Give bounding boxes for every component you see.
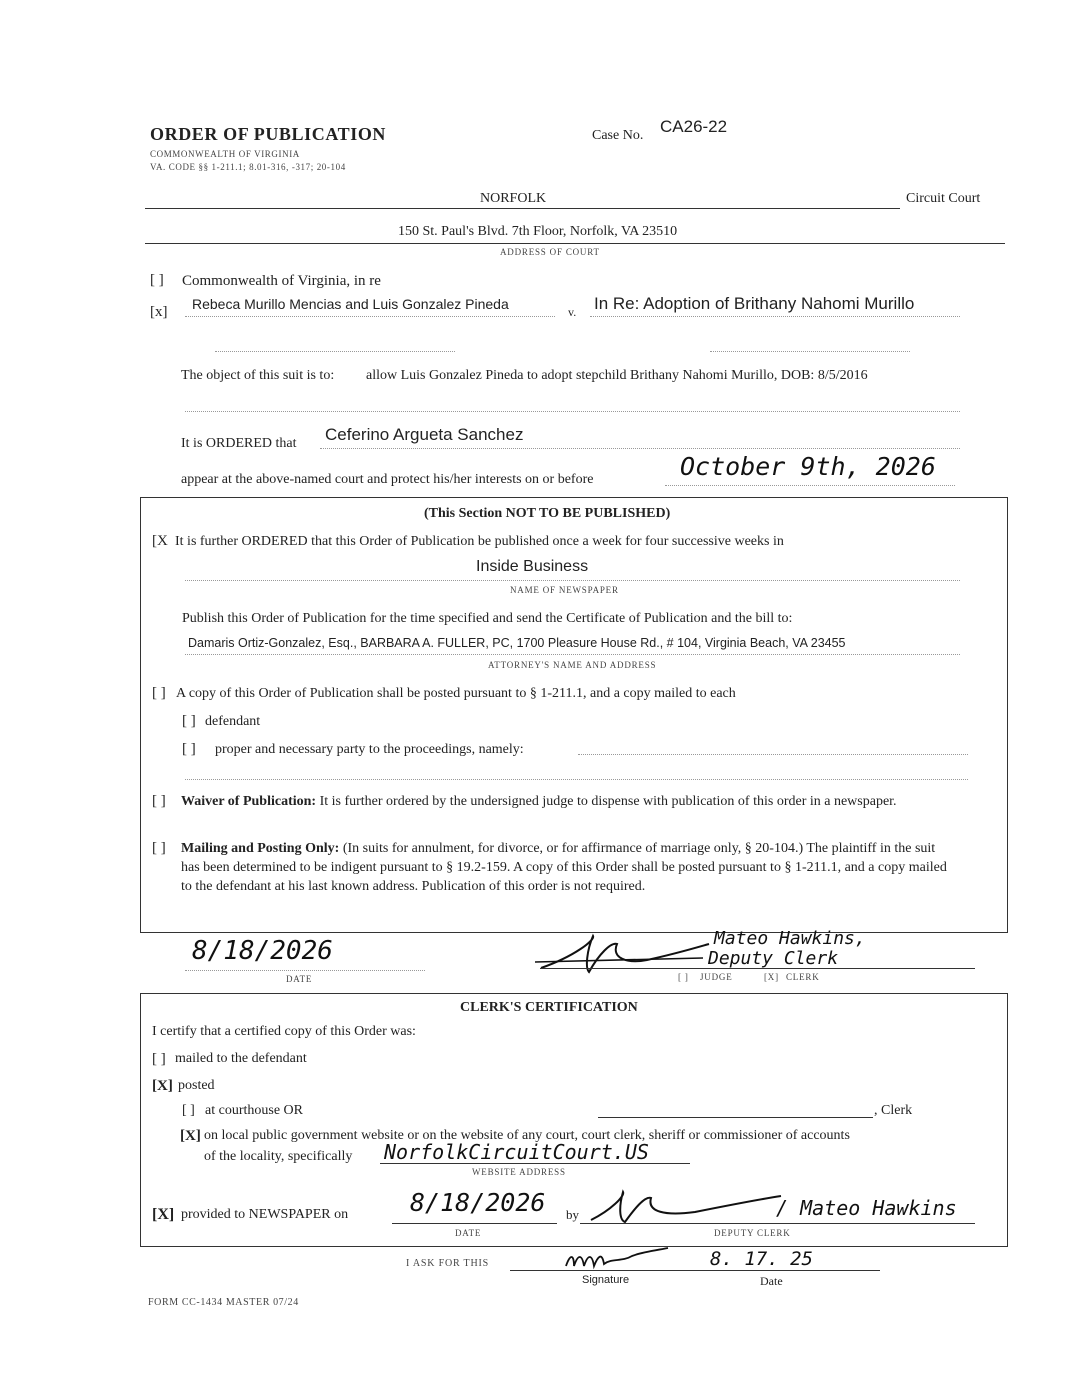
defendant-checkbox[interactable]: [ ] bbox=[182, 713, 196, 729]
form-subtitle-code: VA. CODE §§ 1-211.1; 8.01-316, -317; 20-104 bbox=[150, 162, 346, 172]
court-type-label: Circuit Court bbox=[906, 191, 981, 206]
clerk-label: CLERK bbox=[786, 972, 820, 982]
deputy-clerk-signature-scrawl bbox=[585, 1186, 785, 1232]
case-number-label: Case No. bbox=[592, 128, 644, 143]
object-label: The object of this suit is to: bbox=[181, 368, 335, 383]
versus-label: v. bbox=[568, 305, 577, 319]
request-label: I ASK FOR THIS bbox=[406, 1258, 489, 1269]
attorney-caption: ATTORNEY'S NAME AND ADDRESS bbox=[488, 660, 657, 670]
court-address-caption: ADDRESS OF COURT bbox=[500, 247, 600, 257]
courthouse-clerk-label: , Clerk bbox=[874, 1103, 913, 1118]
signature-line bbox=[540, 968, 975, 969]
newspaper-name: Inside Business bbox=[476, 558, 589, 575]
waiver-text: It is further ordered by the undersigned judge to dispense with publication of this order in a newspaper. bbox=[319, 794, 897, 809]
form-subtitle-state: COMMONWEALTH OF VIRGINIA bbox=[150, 149, 300, 159]
attorney-name-address: Damaris Ortiz-Gonzalez, Esq., BARBARA A. FULLER, PC, 1700 Pleasure House Rd., # 104, Virginia Beach, VA 23455 bbox=[188, 636, 846, 650]
copy-posted-checkbox[interactable]: [ ] bbox=[152, 685, 166, 701]
by-label: by bbox=[566, 1207, 579, 1222]
newspaper-provided-label: provided to NEWSPAPER on bbox=[181, 1207, 349, 1222]
object-line-2 bbox=[185, 411, 960, 412]
court-address-line bbox=[145, 243, 1005, 244]
clerk-checkbox[interactable]: [X] bbox=[764, 972, 779, 982]
newspaper-provided-date: 8/18/2026 bbox=[410, 1188, 546, 1217]
mailing-posting-title: Mailing and Posting Only: bbox=[181, 841, 340, 856]
mailing-posting-checkbox[interactable]: [ ] bbox=[152, 840, 166, 856]
website-address-handwritten: NorfolkCircuitCourt.US bbox=[384, 1140, 649, 1164]
publish-checkbox[interactable]: [X bbox=[152, 533, 168, 549]
judge-checkbox[interactable]: [ ] bbox=[678, 972, 689, 982]
mailed-checkbox[interactable]: [ ] bbox=[152, 1051, 166, 1067]
parties-extra-line-right bbox=[710, 351, 910, 352]
publish-text: It is further ORDERED that this Order of Publication be published once a week for four successive weeks in bbox=[175, 534, 784, 549]
appear-date: October 9th, 2026 bbox=[680, 452, 936, 481]
court-name-line bbox=[145, 208, 900, 209]
object-text: allow Luis Gonzalez Pineda to adopt stepchild Brithany Nahomi Murillo, DOB: 8/5/2016 bbox=[366, 368, 868, 383]
commonwealth-checkbox[interactable]: [ ] bbox=[150, 272, 164, 288]
attorney-line bbox=[185, 654, 960, 655]
posted-checkbox[interactable]: [X] bbox=[152, 1078, 173, 1094]
copy-posted-text: A copy of this Order of Publication shall be posted pursuant to § 1-211.1, and a copy mailed to each bbox=[176, 686, 736, 701]
courthouse-checkbox[interactable]: [ ] bbox=[182, 1103, 195, 1118]
necessary-party-line-2 bbox=[185, 779, 968, 780]
order-date-line bbox=[185, 970, 425, 971]
plaintiff-line bbox=[185, 316, 555, 317]
ordered-label: It is ORDERED that bbox=[181, 436, 297, 451]
newspaper-date-caption: DATE bbox=[455, 1228, 482, 1238]
waiver-title: Waiver of Publication: bbox=[181, 794, 317, 809]
commonwealth-option-label: Commonwealth of Virginia, in re bbox=[182, 273, 381, 289]
necessary-party-label: proper and necessary party to the proceedings, namely: bbox=[215, 742, 524, 757]
courthouse-label: at courthouse OR bbox=[205, 1103, 303, 1118]
form-number: FORM CC-1434 MASTER 07/24 bbox=[148, 1297, 299, 1308]
certification-intro: I certify that a certified copy of this Order was: bbox=[152, 1024, 416, 1039]
newspaper-provided-checkbox[interactable]: [X] bbox=[152, 1206, 175, 1223]
necessary-party-line bbox=[578, 754, 968, 755]
courthouse-clerk-line bbox=[598, 1117, 873, 1118]
website-address-caption: WEBSITE ADDRESS bbox=[472, 1167, 566, 1177]
ordered-party-name: Ceferino Argueta Sanchez bbox=[325, 425, 524, 444]
website-text-line2: of the locality, specifically bbox=[204, 1149, 353, 1164]
request-signature-line bbox=[510, 1270, 880, 1271]
request-date-handwritten: 8. 17. 25 bbox=[710, 1248, 813, 1270]
website-checkbox[interactable]: [X] bbox=[180, 1128, 201, 1144]
case-number-value: CA26-22 bbox=[660, 117, 728, 136]
newspaper-caption: NAME OF NEWSPAPER bbox=[510, 585, 619, 595]
request-signature-caption: Signature bbox=[582, 1274, 630, 1286]
newspaper-line bbox=[185, 580, 960, 581]
waiver-checkbox[interactable]: [ ] bbox=[152, 793, 166, 809]
court-address: 150 St. Paul's Blvd. 7th Floor, Norfolk, VA 23510 bbox=[398, 224, 678, 239]
posted-label: posted bbox=[178, 1078, 215, 1093]
request-signature-scrawl bbox=[562, 1244, 672, 1276]
request-date-caption: Date bbox=[760, 1274, 783, 1288]
unpublished-section-heading: (This Section NOT TO BE PUBLISHED) bbox=[424, 506, 671, 521]
necessary-party-checkbox[interactable]: [ ] bbox=[182, 741, 196, 757]
deputy-clerk-caption: DEPUTY CLERK bbox=[714, 1228, 791, 1238]
signer-name-line1: Mateo Hawkins, bbox=[714, 928, 866, 949]
order-date-caption: DATE bbox=[286, 974, 313, 984]
form-title: ORDER OF PUBLICATION bbox=[150, 124, 387, 144]
order-date-handwritten: 8/18/2026 bbox=[192, 936, 333, 966]
newspaper-date-line bbox=[392, 1223, 557, 1224]
certification-heading: CLERK'S CERTIFICATION bbox=[460, 1000, 638, 1015]
waiver-paragraph bbox=[181, 792, 951, 811]
website-text-line1: on local public government website or on the website of any court, court clerk, sheriff or commissioner of accounts bbox=[204, 1128, 850, 1143]
defendant-name: In Re: Adoption of Brithany Nahomi Murillo bbox=[594, 294, 915, 313]
defendant-line bbox=[590, 316, 960, 317]
appear-text: appear at the above-named court and protect his/her interests on or before bbox=[181, 472, 594, 487]
deputy-clerk-name: / Mateo Hawkins bbox=[776, 1196, 957, 1220]
mailing-posting-paragraph bbox=[181, 839, 951, 896]
plaintiff-checkbox[interactable]: [x] bbox=[150, 304, 168, 320]
website-address-line bbox=[380, 1163, 690, 1164]
parties-extra-line-left bbox=[215, 351, 455, 352]
send-bill-text: Publish this Order of Publication for the time specified and send the Certificate of Publication and the bill to: bbox=[182, 611, 793, 626]
plaintiff-name: Rebeca Murillo Mencias and Luis Gonzalez Pineda bbox=[192, 296, 509, 312]
defendant-option-label: defendant bbox=[205, 714, 261, 729]
judge-label: JUDGE bbox=[700, 972, 733, 982]
mailed-label: mailed to the defendant bbox=[175, 1051, 307, 1066]
ordered-party-line bbox=[320, 448, 960, 449]
deputy-clerk-line bbox=[580, 1223, 975, 1224]
signer-name-line2: Deputy Clerk bbox=[708, 948, 839, 969]
appear-date-line bbox=[665, 485, 955, 486]
mailing-posting-text: (In suits for annulment, for divorce, or for affirmance of marriage only, § 20-104.) The plaintiff in the suit has been determined to be indigent pursuant to § 19.2-159. A copy of this Order shall be posted pursuant to § 1-211.1, and a copy mailed to the defendant at his last known address. Publication of this order is not required. bbox=[181, 841, 947, 894]
court-name: NORFOLK bbox=[480, 191, 547, 206]
